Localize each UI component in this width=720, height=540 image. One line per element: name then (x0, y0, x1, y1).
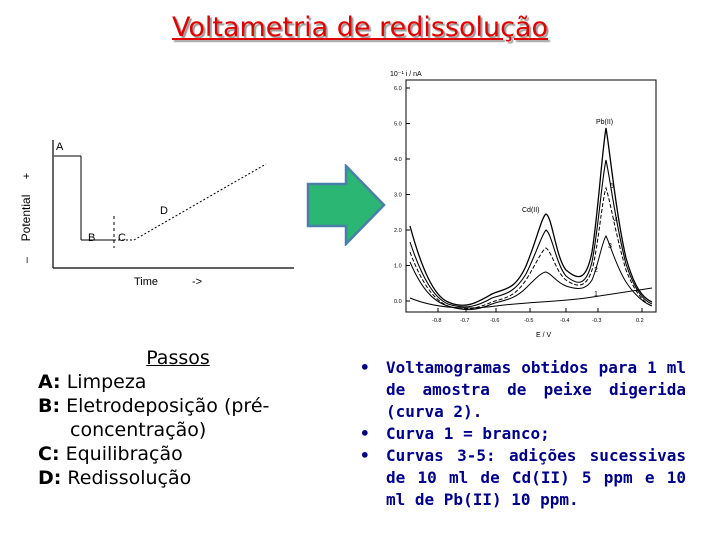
step-b-key: B: (38, 395, 61, 417)
curve-label-2: 2 (594, 267, 598, 274)
steps-list (38, 346, 298, 490)
point-label-b: B (88, 232, 96, 244)
voltammogram-y-label: 10⁻¹ i / nA (390, 71, 422, 78)
curve-label-3: 3 (608, 243, 612, 250)
curve-label-4: 4 (614, 217, 618, 224)
step-d-item (38, 466, 298, 490)
time-arrow: -> (192, 276, 203, 288)
bullet-icon: • (360, 358, 370, 377)
y-tick-label: 2.0 (394, 228, 402, 234)
time-axis-label: Time (134, 276, 159, 288)
right-arrow-icon (306, 164, 386, 246)
voltammogram-figure (386, 66, 668, 342)
x-tick-label: 0.2 (636, 318, 644, 324)
potential-plus-sign: + (21, 172, 33, 180)
curve-label-5: 5 (610, 183, 614, 190)
potential-minus-sign: – (21, 256, 33, 264)
step-c-key: C: (38, 443, 60, 465)
x-tick-label: -0.4 (560, 318, 570, 324)
y-tick-label: 6.0 (394, 86, 402, 92)
step-b-continuation: concentração) (70, 419, 207, 441)
x-tick-label: -0.7 (460, 318, 470, 324)
step-b-item (38, 394, 298, 418)
point-label-a: A (56, 141, 64, 153)
bullet-icon: • (360, 446, 370, 465)
note-item (358, 357, 686, 423)
notes-list (358, 357, 686, 511)
curve-label-1: 1 (594, 291, 598, 298)
point-label-d: D (160, 205, 168, 217)
curve-2 (410, 236, 652, 310)
page-title: Voltametria de redissolução (171, 12, 549, 43)
curve-4 (410, 160, 652, 307)
step-c-text: Equilibração (65, 443, 183, 465)
note-item (358, 423, 686, 445)
voltammogram-frame (406, 80, 656, 312)
point-label-c: C (118, 232, 126, 244)
step-a-item (38, 370, 298, 394)
y-tick-label: 4.0 (394, 157, 402, 163)
step-b-text: Eletrodeposição (pré- (66, 395, 270, 417)
x-tick-label: -0.8 (432, 318, 442, 324)
note-text: Curvas 3-5: adições sucessivas de 10 ml de Cd(II) 5 ppm e 10 ml de Pb(II) 10 ppm. (386, 446, 686, 509)
potential-time-diagram (14, 130, 304, 295)
y-tick-label: 1.0 (394, 263, 402, 270)
note-text: Voltamogramas obtidos para 1 ml de amostra de peixe digerida (curva 2). (386, 358, 686, 421)
note-text: Curva 1 = branco; (386, 424, 550, 443)
y-tick-label: 3.0 (394, 192, 402, 199)
steps-heading: Passos (146, 347, 210, 369)
peak-label-cd: Cd(II) (522, 207, 540, 214)
x-tick-label: -0.6 (490, 318, 500, 324)
x-tick-label: -0.3 (592, 318, 602, 324)
potential-axis-label: Potential (19, 194, 33, 242)
bullet-icon: • (360, 424, 370, 443)
step-d-key: D: (38, 467, 62, 489)
step-d-text: Redissolução (67, 467, 192, 489)
y-tick-label: 5.0 (394, 121, 402, 128)
step-a-text: Limpeza (66, 371, 147, 393)
peak-label-pb: Pb(II) (596, 119, 614, 126)
x-tick-label: -0.5 (524, 318, 534, 324)
voltammogram-x-label: E / V (536, 332, 552, 339)
step-c-item (38, 442, 298, 466)
note-item (358, 445, 686, 511)
y-tick-label: 0.0 (394, 299, 402, 305)
step-a-key: A: (38, 371, 61, 393)
